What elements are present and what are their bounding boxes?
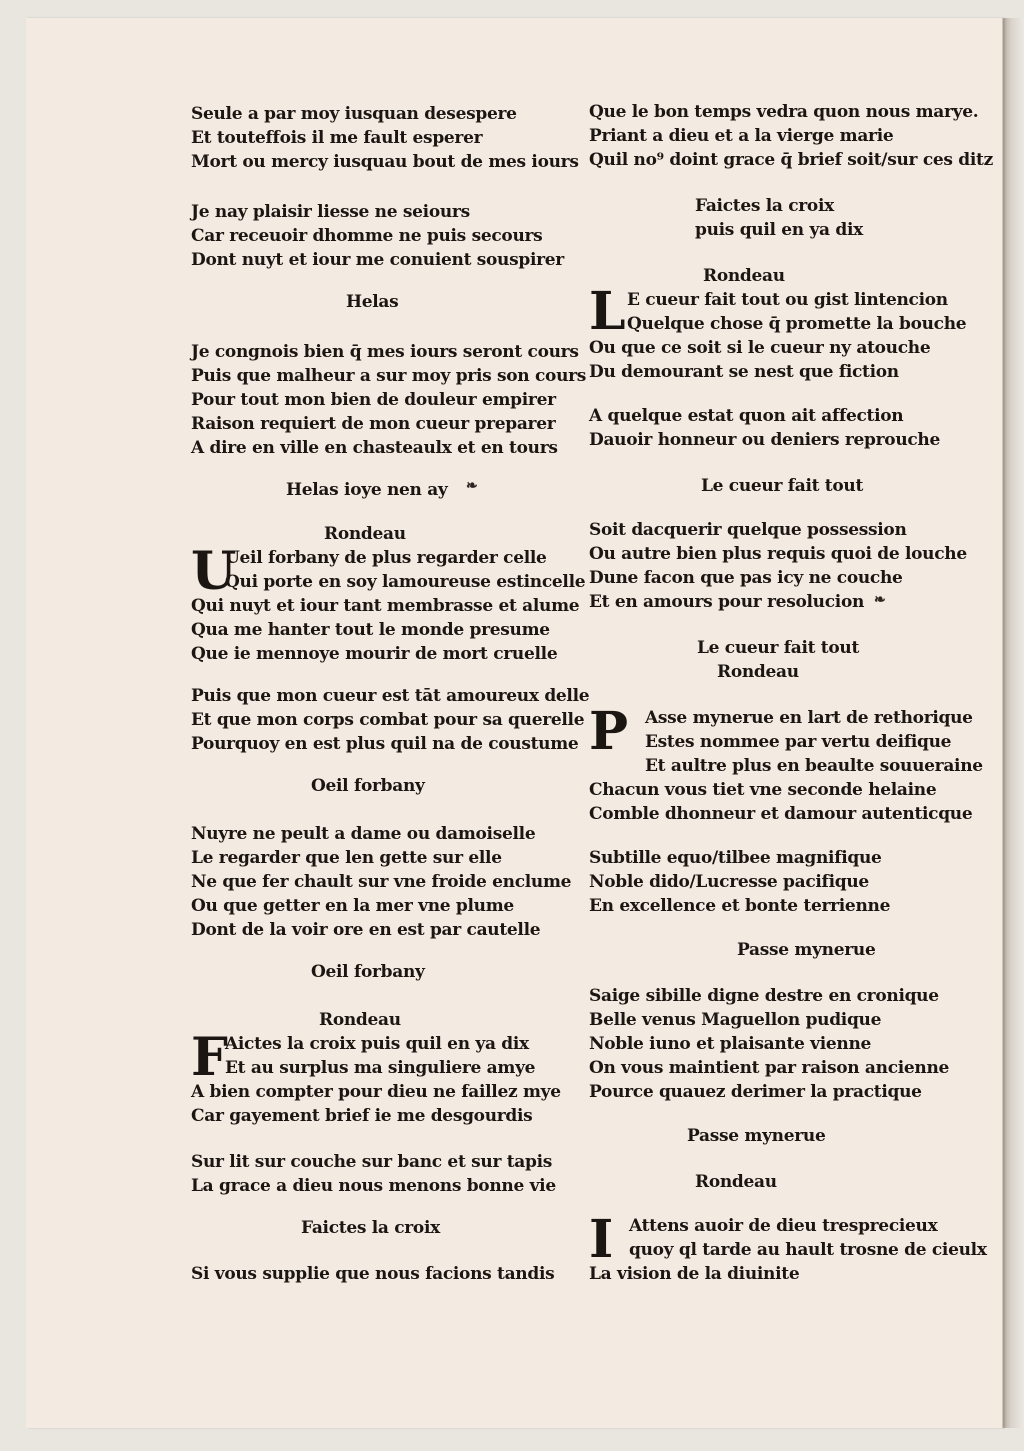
text-line: Asse mynerue en lart de rethorique xyxy=(645,708,973,728)
section-heading: Rondeau xyxy=(717,662,799,682)
text-line: Noble dido/Lucresse pacifique xyxy=(589,872,869,892)
text-line: A dire en ville en chasteaulx et en tours xyxy=(191,438,558,458)
text-line: Car receuoir dhomme ne puis secours xyxy=(191,226,543,246)
section-heading: Rondeau xyxy=(695,1172,777,1192)
text-line: Pour tout mon bien de douleur empirer xyxy=(191,390,556,410)
text-line: Dune facon que pas icy ne couche xyxy=(589,568,903,588)
text-line: A quelque estat quon ait affection xyxy=(589,406,904,426)
text-line: Aictes la croix puis quil en ya dix xyxy=(225,1034,529,1054)
section-heading: Oeil forbany xyxy=(311,776,425,796)
text-line: Ou que ce soit si le cueur ny atouche xyxy=(589,338,931,358)
book-page-edge xyxy=(1003,18,1024,1428)
text-line: Du demourant se nest que fiction xyxy=(589,362,899,382)
section-heading: Helas ioye nen ay xyxy=(286,480,448,500)
text-line: Puis que malheur a sur moy pris son cours xyxy=(191,366,587,386)
text-line: E cueur fait tout ou gist lintencion xyxy=(627,290,948,310)
section-heading: Helas xyxy=(346,292,399,312)
text-line: Pourquoy en est plus quil na de coustume xyxy=(191,734,579,754)
text-line: Et touteffois il me fault esperer xyxy=(191,128,483,148)
text-line: Que ie mennoye mourir de mort cruelle xyxy=(191,644,558,664)
section-heading: Rondeau xyxy=(703,266,785,286)
text-line: Ou que getter en la mer vne plume xyxy=(191,896,514,916)
section-heading: Rondeau xyxy=(319,1010,401,1030)
text-line: Puis que mon cueur est tāt amoureux delle xyxy=(191,686,590,706)
text-line: On vous maintient par raison ancienne xyxy=(589,1058,950,1078)
section-heading: Passe mynerue xyxy=(737,940,876,960)
text-line: Dont de la voir ore en est par cautelle xyxy=(191,920,541,940)
text-line: Dauoir honneur ou deniers reprouche xyxy=(589,430,940,450)
text-line: Raison requiert de mon cueur preparer xyxy=(191,414,556,434)
text-line: Noble iuno et plaisante vienne xyxy=(589,1034,872,1054)
text-line: Ou autre bien plus requis quoi de louche xyxy=(589,544,967,564)
text-line: Le regarder que len gette sur elle xyxy=(191,848,502,868)
drop-cap-initial: P xyxy=(589,701,629,762)
text-line: La grace a dieu nous menons bonne vie xyxy=(191,1176,556,1196)
section-heading: Rondeau xyxy=(324,524,406,544)
text-line: Car gayement brief ie me desgourdis xyxy=(191,1106,533,1126)
drop-cap-initial: I xyxy=(589,1209,614,1270)
text-line: Et en amours pour resolucion xyxy=(589,592,865,612)
text-line: Qua me hanter tout le monde presume xyxy=(191,620,550,640)
text-line: Pource quauez derimer la practique xyxy=(589,1082,922,1102)
text-line: Subtille equo/tilbee magnifique xyxy=(589,848,882,868)
text-line: Que le bon temps vedra quon nous marye. xyxy=(589,102,979,122)
text-line: Mort ou mercy iusquau bout de mes iours xyxy=(191,152,579,172)
pilcrow-ornament-icon: ❧ xyxy=(874,592,886,608)
text-line: Nuyre ne peult a dame ou damoiselle xyxy=(191,824,536,844)
drop-cap-initial: U xyxy=(191,541,237,602)
text-line: Ne que fer chault sur vne froide enclume xyxy=(191,872,572,892)
text-line: A bien compter pour dieu ne faillez mye xyxy=(191,1082,561,1102)
manuscript-page xyxy=(26,18,1003,1428)
text-line: Je congnois bien q̄ mes iours seront cours xyxy=(191,342,579,362)
text-line: Et au surplus ma singuliere amye xyxy=(225,1058,536,1078)
text-line: Chacun vous tiet vne seconde helaine xyxy=(589,780,937,800)
text-line: Priant a dieu et a la vierge marie xyxy=(589,126,894,146)
text-line: quoy ql tarde au hault trosne de cieulx xyxy=(629,1240,987,1260)
text-line: En excellence et bonte terrienne xyxy=(589,896,891,916)
text-line: Et que mon corps combat pour sa querelle xyxy=(191,710,585,730)
text-line: Soit dacquerir quelque possession xyxy=(589,520,907,540)
pilcrow-ornament-icon: ❧ xyxy=(466,478,478,494)
drop-cap-initial: F xyxy=(191,1027,228,1088)
text-line: Sur lit sur couche sur banc et sur tapis xyxy=(191,1152,553,1172)
text-line: Je nay plaisir liesse ne seiours xyxy=(191,202,470,222)
section-heading: Le cueur fait tout xyxy=(697,638,860,658)
section-heading: Faictes la croix xyxy=(301,1218,440,1238)
text-line: La vision de la diuinite xyxy=(589,1264,800,1284)
text-line: Quil no⁹ doint grace q̄ brief soit/sur ces ditz xyxy=(589,150,993,170)
text-line: Qui nuyt et iour tant membrasse et alume xyxy=(191,596,580,616)
text-line: Comble dhonneur et damour autenticque xyxy=(589,804,973,824)
text-line: Estes nommee par vertu deifique xyxy=(645,732,952,752)
text-line: Et aultre plus en beaulte souueraine xyxy=(645,756,983,776)
section-heading: puis quil en ya dix xyxy=(695,220,863,240)
drop-cap-initial: L xyxy=(589,281,626,342)
text-line: Si vous supplie que nous facions tandis xyxy=(191,1264,555,1284)
section-heading: Le cueur fait tout xyxy=(701,476,864,496)
section-heading: Passe mynerue xyxy=(687,1126,826,1146)
text-line: Qui porte en soy lamoureuse estincelle xyxy=(225,572,586,592)
text-line: Ueil forbany de plus regarder celle xyxy=(225,548,547,568)
section-heading: Oeil forbany xyxy=(311,962,425,982)
text-line: Quelque chose q̄ promette la bouche xyxy=(627,314,967,334)
text-line: Saige sibille digne destre en cronique xyxy=(589,986,939,1006)
section-heading: Faictes la croix xyxy=(695,196,834,216)
text-line: Dont nuyt et iour me conuient souspirer xyxy=(191,250,564,270)
text-line: Seule a par moy iusquan desespere xyxy=(191,104,517,124)
text-line: Belle venus Maguellon pudique xyxy=(589,1010,882,1030)
text-line: Attens auoir de dieu tresprecieux xyxy=(629,1216,938,1236)
